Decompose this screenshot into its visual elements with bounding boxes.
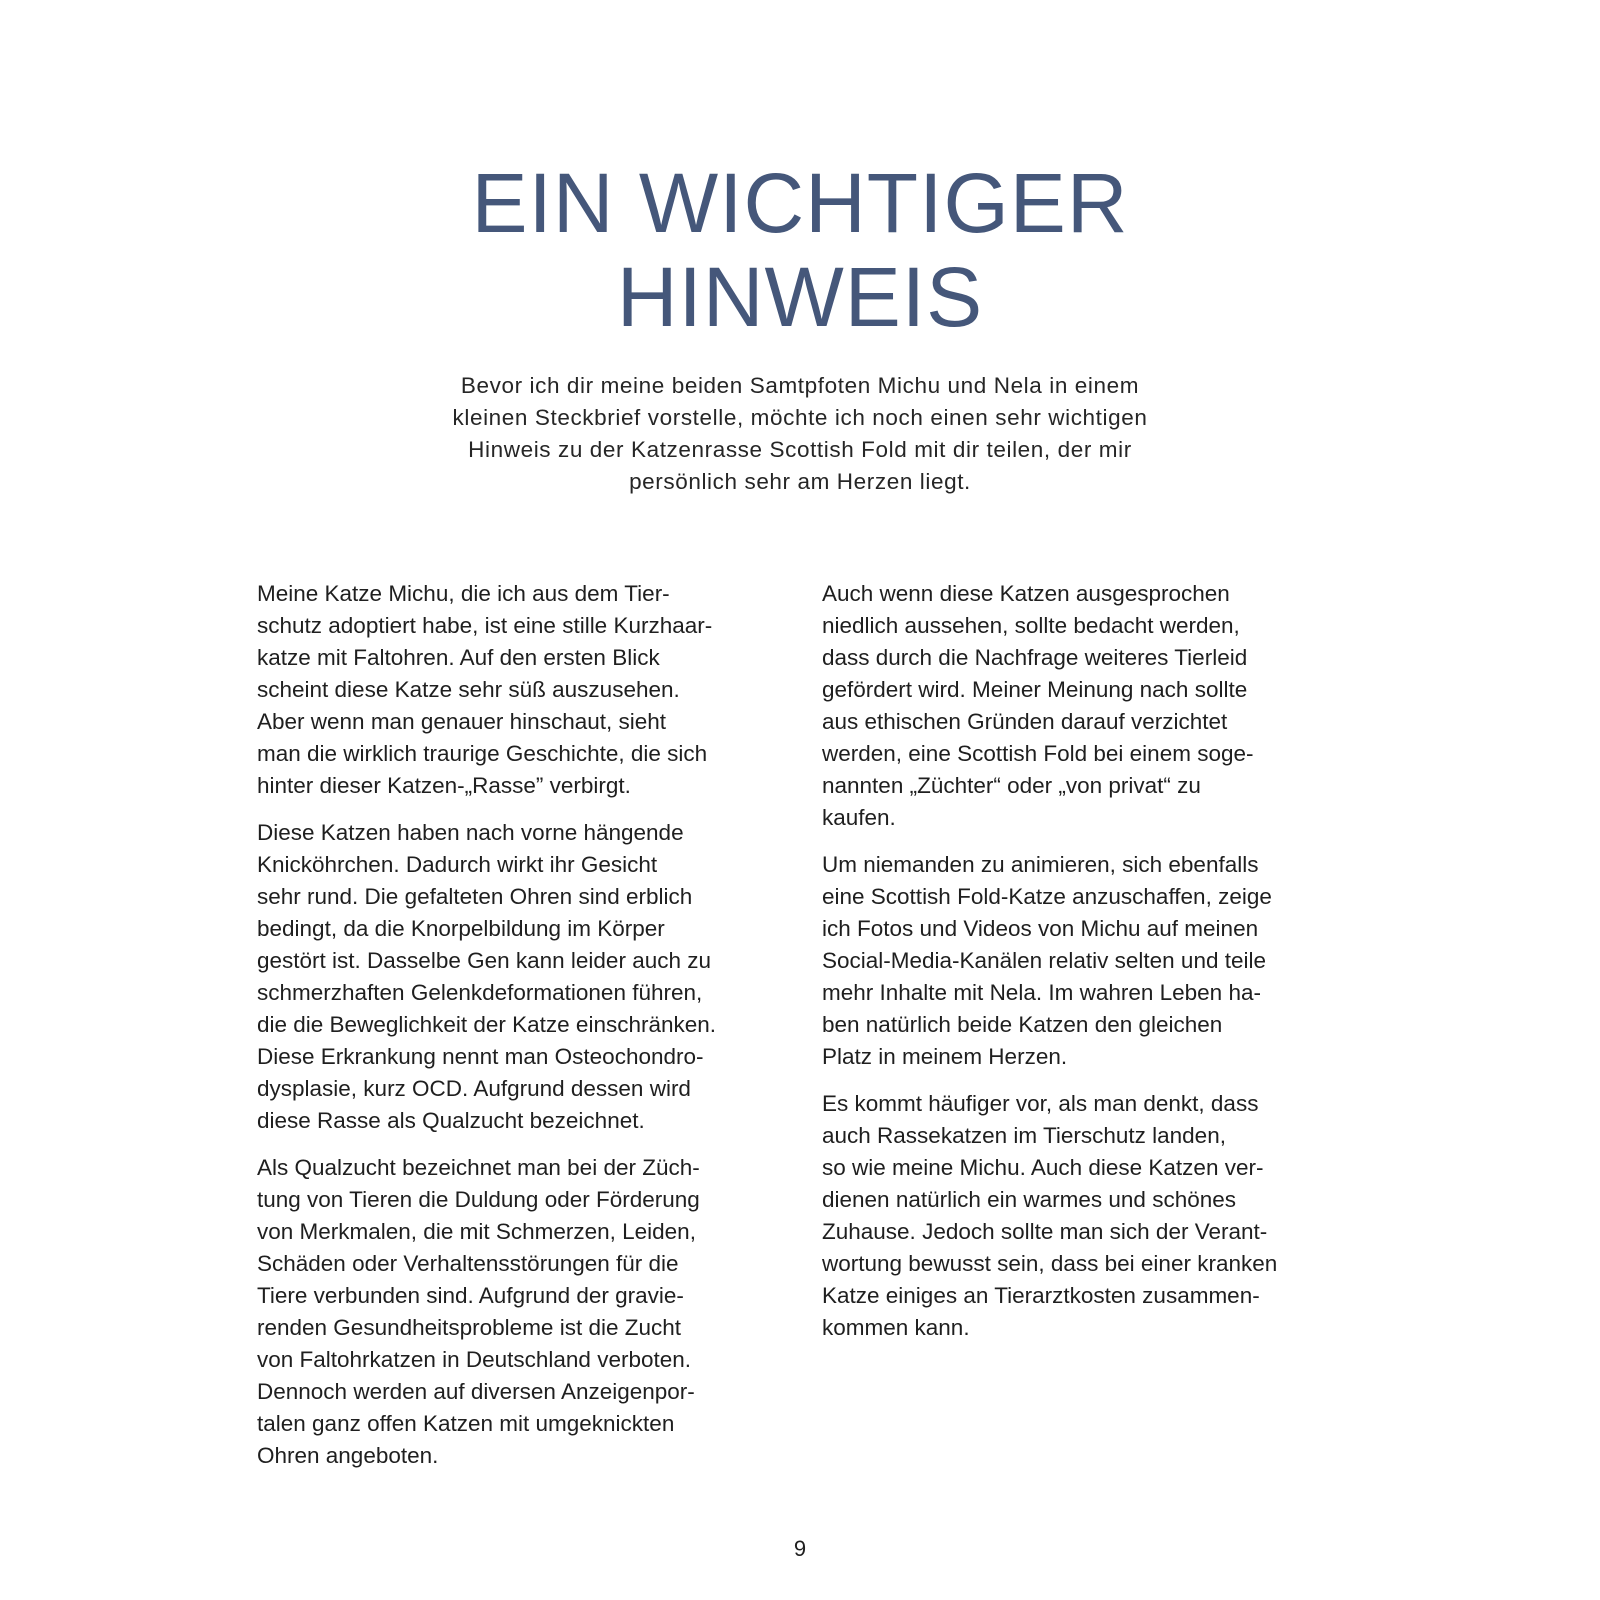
text-line: kaufen. (822, 805, 896, 830)
text-line: wortung bewusst sein, dass bei einer kranken (822, 1251, 1278, 1276)
text-line: mehr Inhalte mit Nela. Im wahren Leben ha- (822, 980, 1261, 1005)
intro-paragraph (385, 370, 1215, 498)
text-line: Zuhause. Jedoch sollte man sich der Verant- (822, 1219, 1268, 1244)
text-line: Um niemanden zu animieren, sich ebenfalls (822, 852, 1259, 877)
text-line: auch Rassekatzen im Tierschutz landen, (822, 1123, 1226, 1148)
text-line: so wie meine Michu. Auch diese Katzen ver- (822, 1155, 1264, 1180)
text-line: tung von Tieren die Duldung oder Förderung (257, 1187, 700, 1212)
text-line: Knicköhrchen. Dadurch wirkt ihr Gesicht (257, 852, 658, 877)
text-line: dienen natürlich ein warmes und schönes (822, 1187, 1236, 1212)
text-line: Meine Katze Michu, die ich aus dem Tier- (257, 581, 670, 606)
text-line: bedingt, da die Knorpelbildung im Körper (257, 916, 665, 941)
text-line: eine Scottish Fold-Katze anzuschaffen, zeige (822, 884, 1272, 909)
text-line: Es kommt häufiger vor, als man denkt, dass (822, 1091, 1259, 1116)
text-line: man die wirklich traurige Geschichte, die sich (257, 741, 708, 766)
body-paragraph (822, 578, 1362, 834)
text-line: dass durch die Nachfrage weiteres Tierleid (822, 645, 1248, 670)
text-line: Aber wenn man genauer hinschaut, sieht (257, 709, 667, 734)
left-column (257, 578, 797, 1487)
text-line: gestört ist. Dasselbe Gen kann leider auch zu (257, 948, 711, 973)
text-line: gefördert wird. Meiner Meinung nach sollte (822, 677, 1248, 702)
intro-line: Bevor ich dir meine beiden Samtpfoten Michu und Nela in einem (460, 373, 1140, 398)
intro-line: Hinweis zu der Katzenrasse Scottish Fold mit dir teilen, der mir (468, 437, 1132, 462)
text-line: kommen kann. (822, 1315, 970, 1340)
text-line: werden, eine Scottish Fold bei einem soge- (822, 741, 1254, 766)
body-paragraph (257, 1152, 797, 1472)
body-paragraph (822, 849, 1362, 1073)
text-line: katze mit Faltohren. Auf den ersten Blick (257, 645, 660, 670)
text-line: Ohren angeboten. (257, 1443, 439, 1468)
text-line: hinter dieser Katzen-„Rasse” verbirgt. (257, 773, 631, 798)
text-line: Tiere verbunden sind. Aufgrund der gravie- (257, 1283, 684, 1308)
text-line: niedlich aussehen, sollte bedacht werden, (822, 613, 1240, 638)
text-line: sehr rund. Die gefalteten Ohren sind erblich (257, 884, 693, 909)
right-column (822, 578, 1362, 1359)
page-title-line-1: EIN WICHTIGER (471, 156, 1129, 251)
intro-line: persönlich sehr am Herzen liegt. (629, 469, 971, 494)
text-line: diese Rasse als Qualzucht bezeichnet. (257, 1108, 645, 1133)
intro-line: kleinen Steckbrief vorstelle, möchte ich noch einen sehr wichtigen (452, 405, 1148, 430)
text-line: von Faltohrkatzen in Deutschland verboten. (257, 1347, 692, 1372)
text-line: schmerzhaften Gelenkdeformationen führen, (257, 980, 703, 1005)
text-line: ben natürlich beide Katzen den gleichen (822, 1012, 1223, 1037)
text-line: nannten „Züchter“ oder „von privat“ zu (822, 773, 1201, 798)
text-line: aus ethischen Gründen darauf verzichtet (822, 709, 1228, 734)
text-line: Diese Erkrankung nennt man Osteochondro- (257, 1044, 704, 1069)
text-line: Katze einiges an Tierarztkosten zusammen- (822, 1283, 1260, 1308)
text-line: von Merkmalen, die mit Schmerzen, Leiden, (257, 1219, 696, 1244)
body-paragraph (257, 817, 797, 1137)
page-title-line-2: HINWEIS (616, 250, 984, 345)
page-number: 9 (793, 1536, 807, 1561)
page-title (0, 156, 1600, 344)
text-line: Als Qualzucht bezeichnet man bei der Züch- (257, 1155, 700, 1180)
text-line: Platz in meinem Herzen. (822, 1044, 1068, 1069)
text-line: schutz adoptiert habe, ist eine stille Kurzhaar- (257, 613, 713, 638)
text-line: dysplasie, kurz OCD. Aufgrund dessen wird (257, 1076, 691, 1101)
text-line: talen ganz offen Katzen mit umgeknickten (257, 1411, 675, 1436)
text-line: Schäden oder Verhaltensstörungen für die (257, 1251, 679, 1276)
body-paragraph (822, 1088, 1362, 1344)
text-line: die die Beweglichkeit der Katze einschränken. (257, 1012, 717, 1037)
text-line: Auch wenn diese Katzen ausgesprochen (822, 581, 1230, 606)
text-line: Diese Katzen haben nach vorne hängende (257, 820, 684, 845)
text-line: Dennoch werden auf diversen Anzeigenpor- (257, 1379, 695, 1404)
text-line: scheint diese Katze sehr süß auszusehen. (257, 677, 680, 702)
text-line: ich Fotos und Videos von Michu auf meinen (822, 916, 1259, 941)
body-paragraph (257, 578, 797, 802)
text-line: Social-Media-Kanälen relativ selten und teile (822, 948, 1267, 973)
text-line: renden Gesundheitsprobleme ist die Zucht (257, 1315, 681, 1340)
